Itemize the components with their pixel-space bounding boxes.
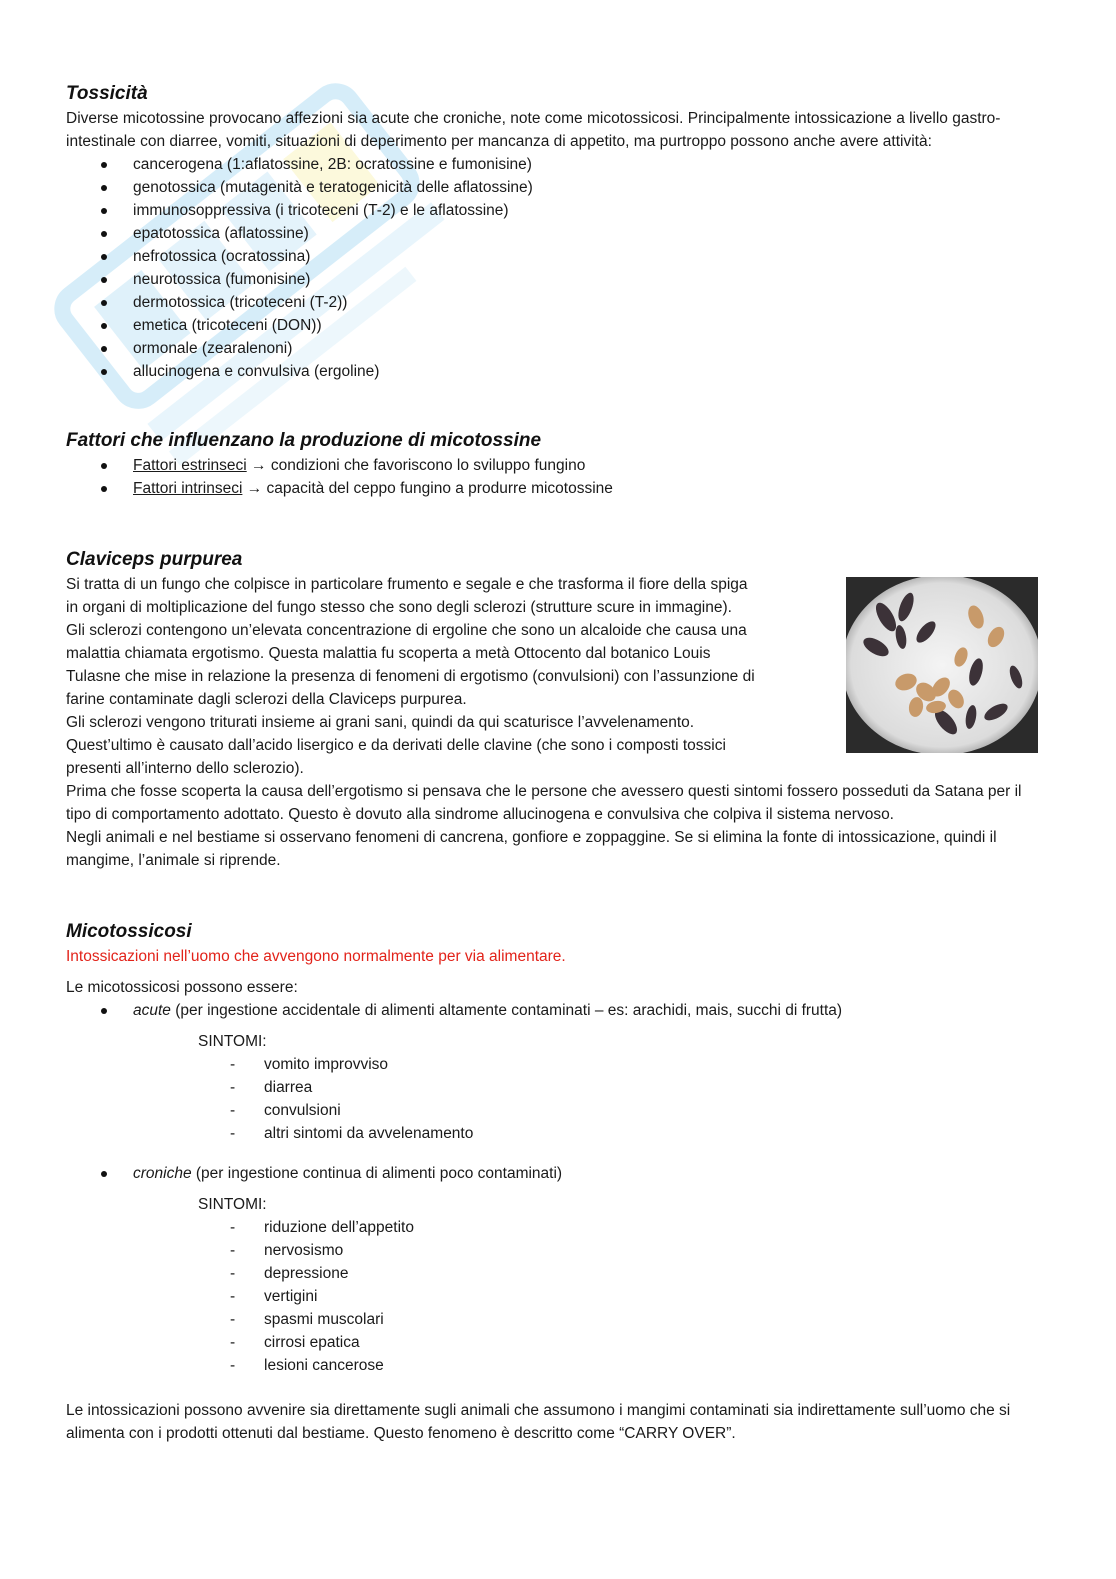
list-item [66,1162,1046,1185]
type-term: croniche [133,1165,192,1182]
text-line: Gli sclerozi vengono triturati insieme ai grani sani, quindi da qui scaturisce l’avvelenamento. [66,714,695,731]
micotossicosi-definition: Intossicazioni nell’uomo che avvengono normalmente per via alimentare. [66,948,566,965]
fattori-desc: capacità del ceppo fungino a produrre micotossine [262,480,613,497]
sintomi-list [198,1216,1046,1377]
list-item: - altri sintomi da avvelenamento [198,1122,1046,1145]
list-item: allucinogena e convulsiva (ergoline) [66,360,1046,383]
type-desc: (per ingestione accidentale di alimenti altamente contaminati – es: arachidi, mais, succhi di frutta) [170,1002,843,1019]
list-item: genotossica (mutagenità e teratogenicità delle aflatossine) [66,176,1046,199]
text-line: in organi di moltiplicazione del fungo stesso che sono degli sclerozi (strutture scure in immagine). [66,599,732,616]
list-item: nefrotossica (ocratossina) [66,245,1046,268]
document-page [66,80,1046,1445]
tossicita-list [66,153,1046,383]
list-item: emetica (tricoteceni (DON)) [66,314,1046,337]
type-term: acute [133,1002,171,1019]
sintomi-label: SINTOMI: [198,1033,267,1050]
claviceps-paragraph: Negli animali e nel bestiame si osservano fenomeni di cancrena, gonfiore e zoppaggine. Se si elimina la fonte di intossicazione, quindi il mangime, l’animale si riprende. [66,829,997,869]
micotossicosi-intro: Le micotossicosi possono essere: [66,979,298,996]
list-item: immunosoppressiva (i tricoteceni (T-2) e le aflatossine) [66,199,1046,222]
sclerotia-photo-icon [846,577,1038,753]
sintomi-label: SINTOMI: [198,1196,267,1213]
micotossicosi-types [66,1162,1046,1185]
tossicita-intro: Diverse micotossine provocano affezioni sia acute che croniche, note come micotossicosi. Principalmente intossicazione a livello gastro-intestinale con diarree, vomiti, situazioni di deperimento per mancanza di appetito, ma purtroppo possono anche avere attività: [66,110,1001,150]
list-item: neurotossica (fumonisine) [66,268,1046,291]
sintomi-list [198,1053,1046,1145]
micotossicosi-types [66,999,1046,1022]
list-item: - cirrosi epatica [198,1331,1046,1354]
list-item: cancerogena (1:aflatossine, 2B: ocratossine e fumonisine) [66,153,1046,176]
fattori-desc: condizioni che favoriscono lo sviluppo fungino [266,457,586,474]
claviceps-body [66,573,1046,780]
list-item: ormonale (zearalenoni) [66,337,1046,360]
section-title-tossicita: Tossicità [66,83,148,104]
list-item [66,477,1046,500]
fattori-term: Fattori estrinseci [133,457,247,474]
list-item: - spasmi muscolari [198,1308,1046,1331]
text-line: presenti all’interno dello sclerozio). [66,760,304,777]
text-line: Gli sclerozi contengono un’elevata concentrazione di ergoline che sono un alcaloide che causa una [66,622,747,639]
list-item: - nervosismo [198,1239,1046,1262]
list-item: - riduzione dell’appetito [198,1216,1046,1239]
arrow-right-icon: → [251,457,267,474]
list-item: dermotossica (tricoteceni (T-2)) [66,291,1046,314]
fattori-list [66,454,1046,500]
carry-over-paragraph: Le intossicazioni possono avvenire sia direttamente sugli animali che assumono i mangimi contaminati sia indirettamente sull’uomo che si alimenta con i prodotti ottenuti dal bestiame. Questo fenomeno è descritto come “CARRY OVER”. [66,1402,1011,1442]
section-title-micotossicosi: Micotossicosi [66,921,192,942]
list-item: - depressione [198,1262,1046,1285]
list-item: - convulsioni [198,1099,1046,1122]
list-item [66,999,1046,1022]
text-line: Tulasne che mise in relazione la presenza di fenomeni di ergotismo (convulsioni) con l’assunzione di [66,668,755,685]
list-item: - lesioni cancerose [198,1354,1046,1377]
text-line: farine contaminate dagli sclerozi della Claviceps purpurea. [66,691,467,708]
claviceps-paragraph: Prima che fosse scoperta la causa dell’ergotismo si pensava che le persone che avessero questi sintomi fossero posseduti da Satana per il tipo di comportamento adottato. Questo è dovuto alla sindrome allucinogena e convulsiva che colpiva il sistema nervoso. [66,783,1022,823]
section-title-claviceps: Claviceps purpurea [66,549,243,570]
list-item: - vertigini [198,1285,1046,1308]
claviceps-text [66,573,826,780]
text-line: Quest’ultimo è causato dall’acido lisergico e da derivati delle clavine (che sono i composti tossici [66,737,726,754]
list-item [66,454,1046,477]
section-title-fattori: Fattori che influenzano la produzione di micotossine [66,430,542,451]
type-desc: (per ingestione continua di alimenti poco contaminati) [191,1165,563,1182]
list-item: - diarrea [198,1076,1046,1099]
text-line: malattia chiamata ergotismo. Questa malattia fu scoperta a metà Ottocento dal botanico Louis [66,645,711,662]
arrow-right-icon: → [246,480,263,497]
list-item: - vomito improvviso [198,1053,1046,1076]
text-line: Si tratta di un fungo che colpisce in particolare frumento e segale e che trasforma il fiore della spiga [66,576,748,593]
list-item: epatotossica (aflatossine) [66,222,1046,245]
fattori-term: Fattori intrinseci [133,480,243,497]
